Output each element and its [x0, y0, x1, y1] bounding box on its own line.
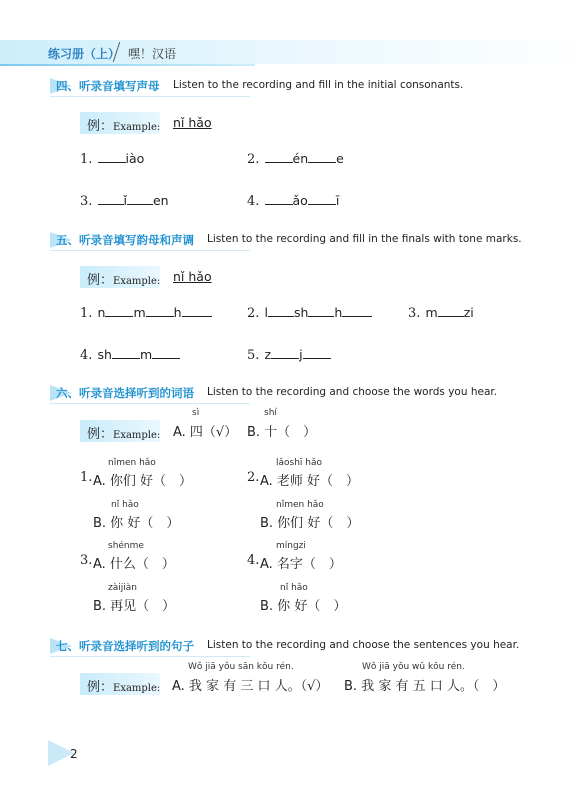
s6-item-1-b: B. 你 好（ ）: [93, 516, 180, 531]
s6-item-1-b-pinyin: nǐ hǎo: [111, 500, 139, 510]
section-6-title-en: Listen to the recording and choose the words you hear.: [207, 386, 498, 398]
s7-example-a: A. 我 家 有 三 口 人。（√）: [172, 679, 329, 694]
page-number: 2: [70, 747, 78, 761]
s4-item-4: 4. ǎo ī: [247, 193, 340, 209]
header-rule: [0, 64, 255, 66]
s6-example-a: A. 四（√）: [173, 425, 238, 440]
s6-item-2-number: 2.: [247, 470, 260, 485]
workbook-label: 练习册（上）: [48, 47, 121, 61]
s6-item-2-a: A. 老师 好（ ）: [260, 474, 360, 489]
s6-example-b: B. 十（ ）: [247, 425, 317, 440]
s6-item-1-number: 1.: [80, 470, 93, 485]
s6-item-3-a-pinyin: shénme: [108, 541, 144, 551]
s6-item-4-a-pinyin: míngzi: [276, 541, 306, 551]
s5-item-1: 1. n m h: [80, 302, 212, 321]
section-6-title-cn: 六、听录音选择听到的词语: [56, 386, 194, 400]
s6-item-2-a-pinyin: lǎoshī hǎo: [276, 458, 323, 468]
s4-item-2: 2. én e: [247, 151, 344, 167]
s6-item-2-b-pinyin: nǐmen hǎo: [276, 500, 324, 510]
section-5-rule: [50, 250, 250, 251]
s7-example-b: B. 我 家 有 五 口 人。（ ）: [344, 679, 506, 694]
s6-item-3-a: A. 什么（ ）: [93, 557, 175, 572]
section-5-title-en: Listen to the recording and fill in the finals with tone marks.: [207, 233, 522, 245]
s6-item-3-b-pinyin: zàijiàn: [108, 583, 137, 593]
section-7-rule: [50, 656, 250, 657]
s6-item-4-b-pinyin: nǐ hǎo: [280, 583, 308, 593]
section-4-title-en: Listen to the recording and fill in the initial consonants.: [173, 79, 464, 91]
s7-example-a-pinyin: Wǒ jiā yǒu sān kǒu rén.: [188, 662, 294, 672]
s6-item-3-b: B. 再见（ ）: [93, 599, 176, 614]
s4-item-1: 1. iào: [80, 151, 145, 167]
s6-item-1-a: A. 你们 好（ ）: [93, 474, 193, 489]
section-4-example-pinyin: nǐ hǎo: [173, 115, 212, 130]
section-4-title-cn: 四、听录音填写声母: [56, 79, 160, 93]
s6-item-3-number: 3.: [80, 553, 93, 568]
s6-item-4-b: B. 你 好（ ）: [260, 599, 347, 614]
book-title: 嘿！汉语: [128, 47, 177, 61]
example-label: 例：Example:: [87, 680, 161, 695]
section-7-title-cn: 七、听录音选择听到的句子: [56, 639, 194, 653]
section-4-rule: [50, 96, 250, 97]
s6-example-b-pinyin: shí: [264, 408, 277, 418]
section-5-example-pinyin: nǐ hǎo: [173, 269, 212, 284]
section-7-title-en: Listen to the recording and choose the sentences you hear.: [207, 639, 520, 651]
s6-item-4-number: 4.: [247, 553, 260, 568]
example-label: 例：Example:: [87, 119, 161, 134]
s4-item-3: 3. ǐ en: [80, 193, 169, 209]
s6-item-2-b: B. 你们 好（ ）: [260, 516, 360, 531]
s5-item-2: 2. l sh h: [247, 302, 372, 321]
section-6-rule: [50, 403, 250, 404]
s6-item-4-a: A. 名字（ ）: [260, 557, 342, 572]
example-label: 例：Example:: [87, 427, 161, 442]
s5-item-4: 4. sh m: [80, 344, 180, 363]
s7-example-b-pinyin: Wǒ jiā yǒu wǔ kǒu rén.: [362, 662, 465, 672]
section-5-title-cn: 五、听录音填写韵母和声调: [56, 233, 194, 247]
example-label: 例：Example:: [87, 273, 161, 288]
s6-example-a-pinyin: sì: [192, 408, 200, 418]
s5-item-3: 3. m zi: [408, 305, 474, 321]
s5-item-5: 5. z j: [247, 344, 331, 363]
s6-item-1-a-pinyin: nǐmen hǎo: [108, 458, 156, 468]
